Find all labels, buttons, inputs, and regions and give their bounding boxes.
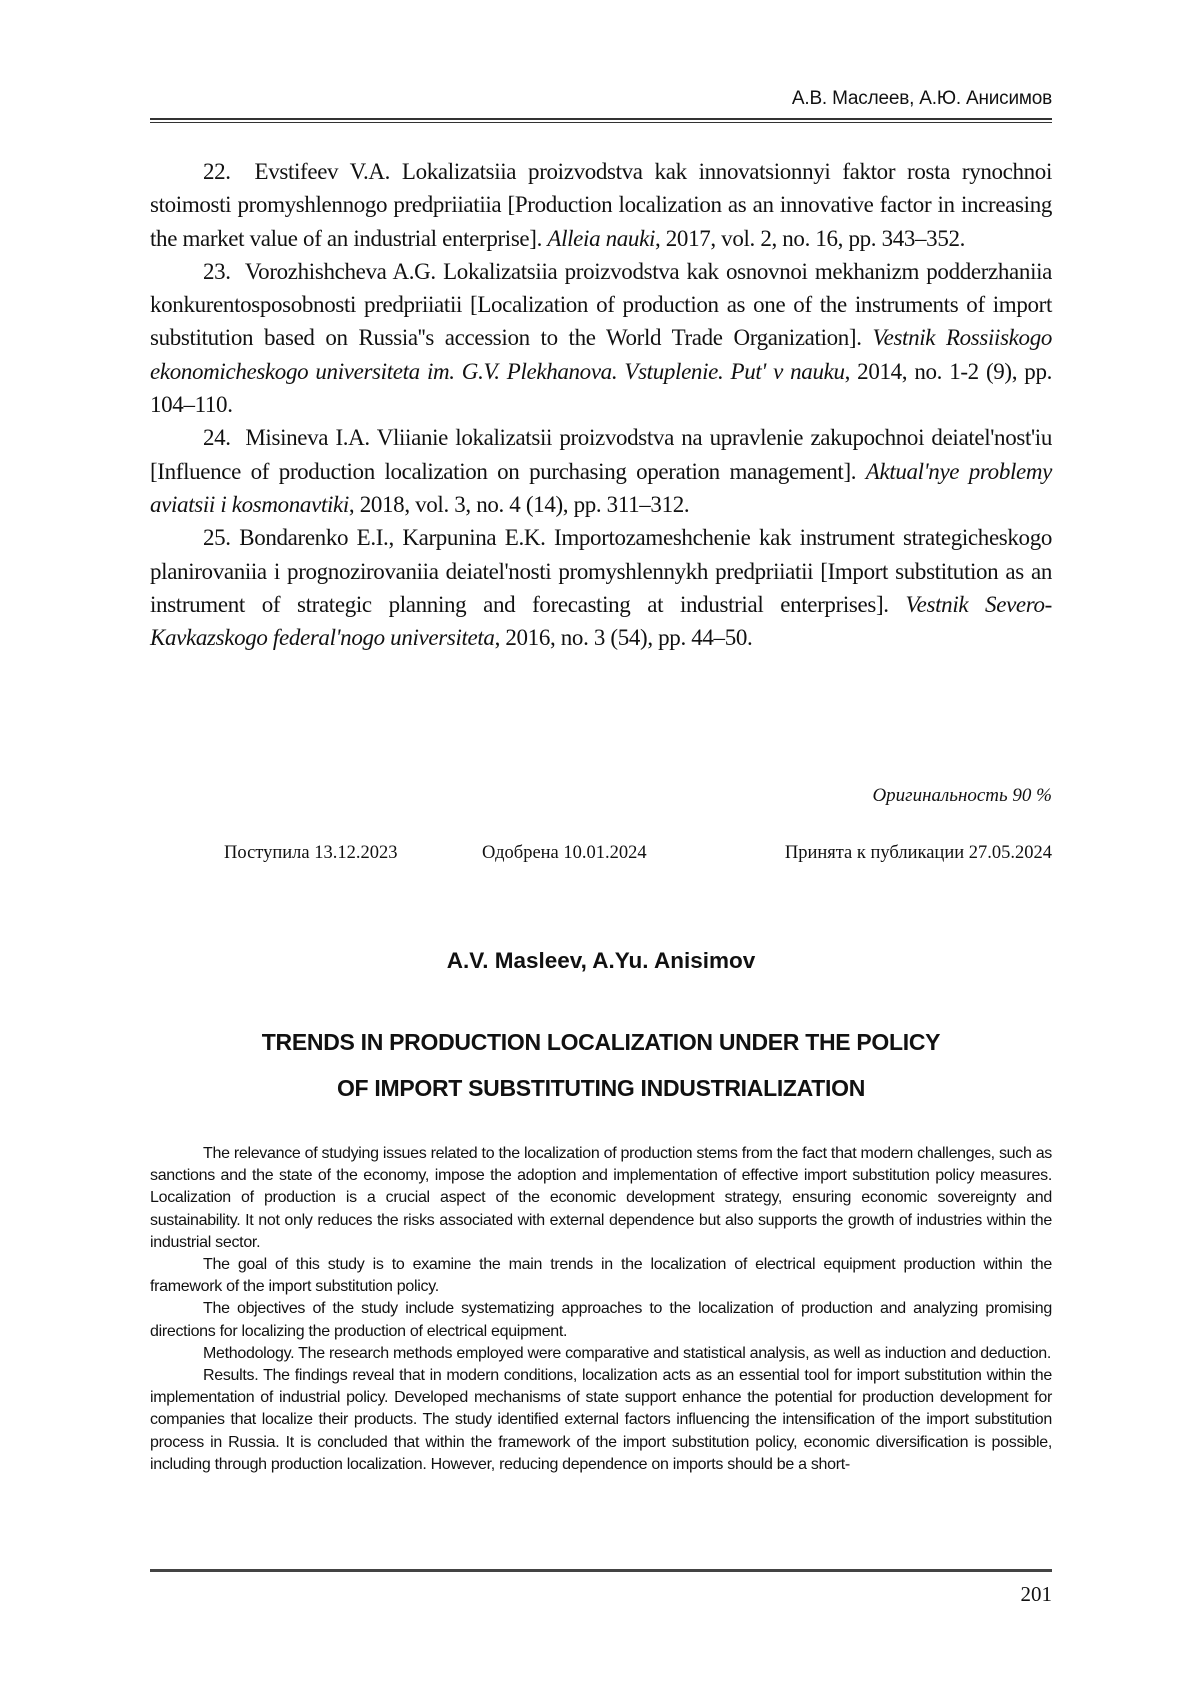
received-date: Поступила 13.12.2023: [224, 843, 398, 863]
abstract-paragraph: Results. The findings reveal that in modern conditions, localization acts as an essential tool for import substitution within the implementation of industrial policy. Developed mechanisms of state support enhance the potential for production development for companies that localize their products. The study identified external factors influencing the intensification of the import substitution process in Russia. It is concluded that within the framework of the import substitution policy, economic diversification is possible, including through production localization. However, reducing dependence on imports should be a short-: [150, 1367, 1052, 1473]
reference-item: [150, 521, 1052, 654]
english-authors: A.V. Masleev, A.Yu. Anisimov: [446, 948, 756, 973]
abstract-paragraph: The objectives of the study include systematizing approaches to the localization of production and analyzing promising directions for localizing the production of electrical equipment.: [150, 1300, 1052, 1340]
reference-number: 22.: [203, 159, 231, 184]
accepted-date: Принята к публикации 27.05.2024: [784, 843, 1052, 863]
reference-journal: Aktual'nye problemy aviatsii i kosmonavtiki: [150, 458, 1052, 517]
originality-note: Оригинальность 90 %: [872, 785, 1052, 806]
reference-details: , 2017, vol. 2, no. 16, pp. 343–352.: [654, 225, 966, 251]
abstract-paragraph: Methodology. The research methods employed were comparative and statistical analysis, as well as induction and deduction.: [203, 1344, 1052, 1362]
reference-journal: Alleia nauki: [547, 225, 655, 251]
reference-text: Vorozhishcheva A.G. Lokalizatsiia proizvodstva kak osnovnoi mekhanizm podderzhaniia konkurentosposobnosti predpriiatii [Localization of production as one of the instruments of import substitution based on Russia''s accession to the World Trade Organization].: [150, 258, 1053, 351]
approved-date: Одобрена 10.01.2024: [482, 843, 647, 863]
reference-number: 25.: [203, 525, 231, 551]
reference-details: , 2018, vol. 3, no. 4 (14), pp. 311–312.: [348, 491, 690, 517]
reference-item: [150, 155, 1052, 255]
reference-details: , 2014, no. 1-2 (9), pp. 104–110.: [150, 358, 1052, 418]
reference-item: [150, 255, 1052, 421]
reference-item: [150, 421, 1052, 521]
abstract: [150, 1143, 1052, 1476]
reference-number: 23.: [203, 258, 231, 284]
english-title: [150, 1019, 1052, 1111]
reference-details: , 2016, no. 3 (54), pp. 44–50.: [494, 625, 753, 651]
reference-journal: Vestnik Severo-Kavkazskogo federal'nogo universiteta: [150, 591, 1052, 651]
footer-rule: [150, 1569, 1052, 1572]
reference-text: Evstifeev V.A. Lokalizatsiia proizvodstva kak innovatsionnyi faktor rosta rynochnoi stoimosti promyshlennogo predpriiatiia [Production localization as an innovative factor in increasing the market value of an industrial enterprise].: [150, 159, 1052, 251]
abstract-paragraph: The relevance of studying issues related to the localization of production stems from the fact that modern challenges, such as sanctions and the state of the economy, impose the adoption and implementation of effective import substitution policy measures. Localization of production is a crucial aspect of the economic development strategy, ensuring economic sovereignty and sustainability. It not only reduces the risks associated with external dependence but also supports the growth of industries within the industrial sector.: [150, 1145, 1052, 1251]
reference-journal: Vestnik Rossiiskogo ekonomicheskogo universiteta im. G.V. Plekhanova. Vstuplenie. Put' v nauku: [150, 325, 1052, 384]
reference-number: 24.: [203, 425, 231, 451]
title-line: OF IMPORT SUBSTITUTING INDUSTRIALIZATION: [336, 1075, 866, 1101]
running-head: А.В. Маслеев, А.Ю. Анисимов: [791, 88, 1052, 109]
page-number: 201: [1020, 1582, 1052, 1606]
reference-text: Misineva I.A. Vliianie lokalizatsii proizvodstva na upravlenie zakupochnoi deiatel'nost'iu [Influence of production localization on purchasing operation management].: [150, 425, 1052, 484]
header-rule: [150, 118, 1052, 123]
abstract-paragraph: The goal of this study is to examine the main trends in the localization of electrical equipment production within the framework of the import substitution policy.: [150, 1256, 1052, 1296]
reference-text: Bondarenko E.I., Karpunina E.K. Importozameshchenie kak instrument strategicheskogo planirovaniia i prognozirovaniia deiatel'nosti promyshlennykh predpriiatii [Import substitution as an instrument of strategic planning and forecasting at industrial enterprises].: [150, 525, 1053, 617]
title-line: TRENDS IN PRODUCTION LOCALIZATION UNDER THE POLICY: [261, 1029, 941, 1055]
reference-list: [150, 155, 1052, 654]
